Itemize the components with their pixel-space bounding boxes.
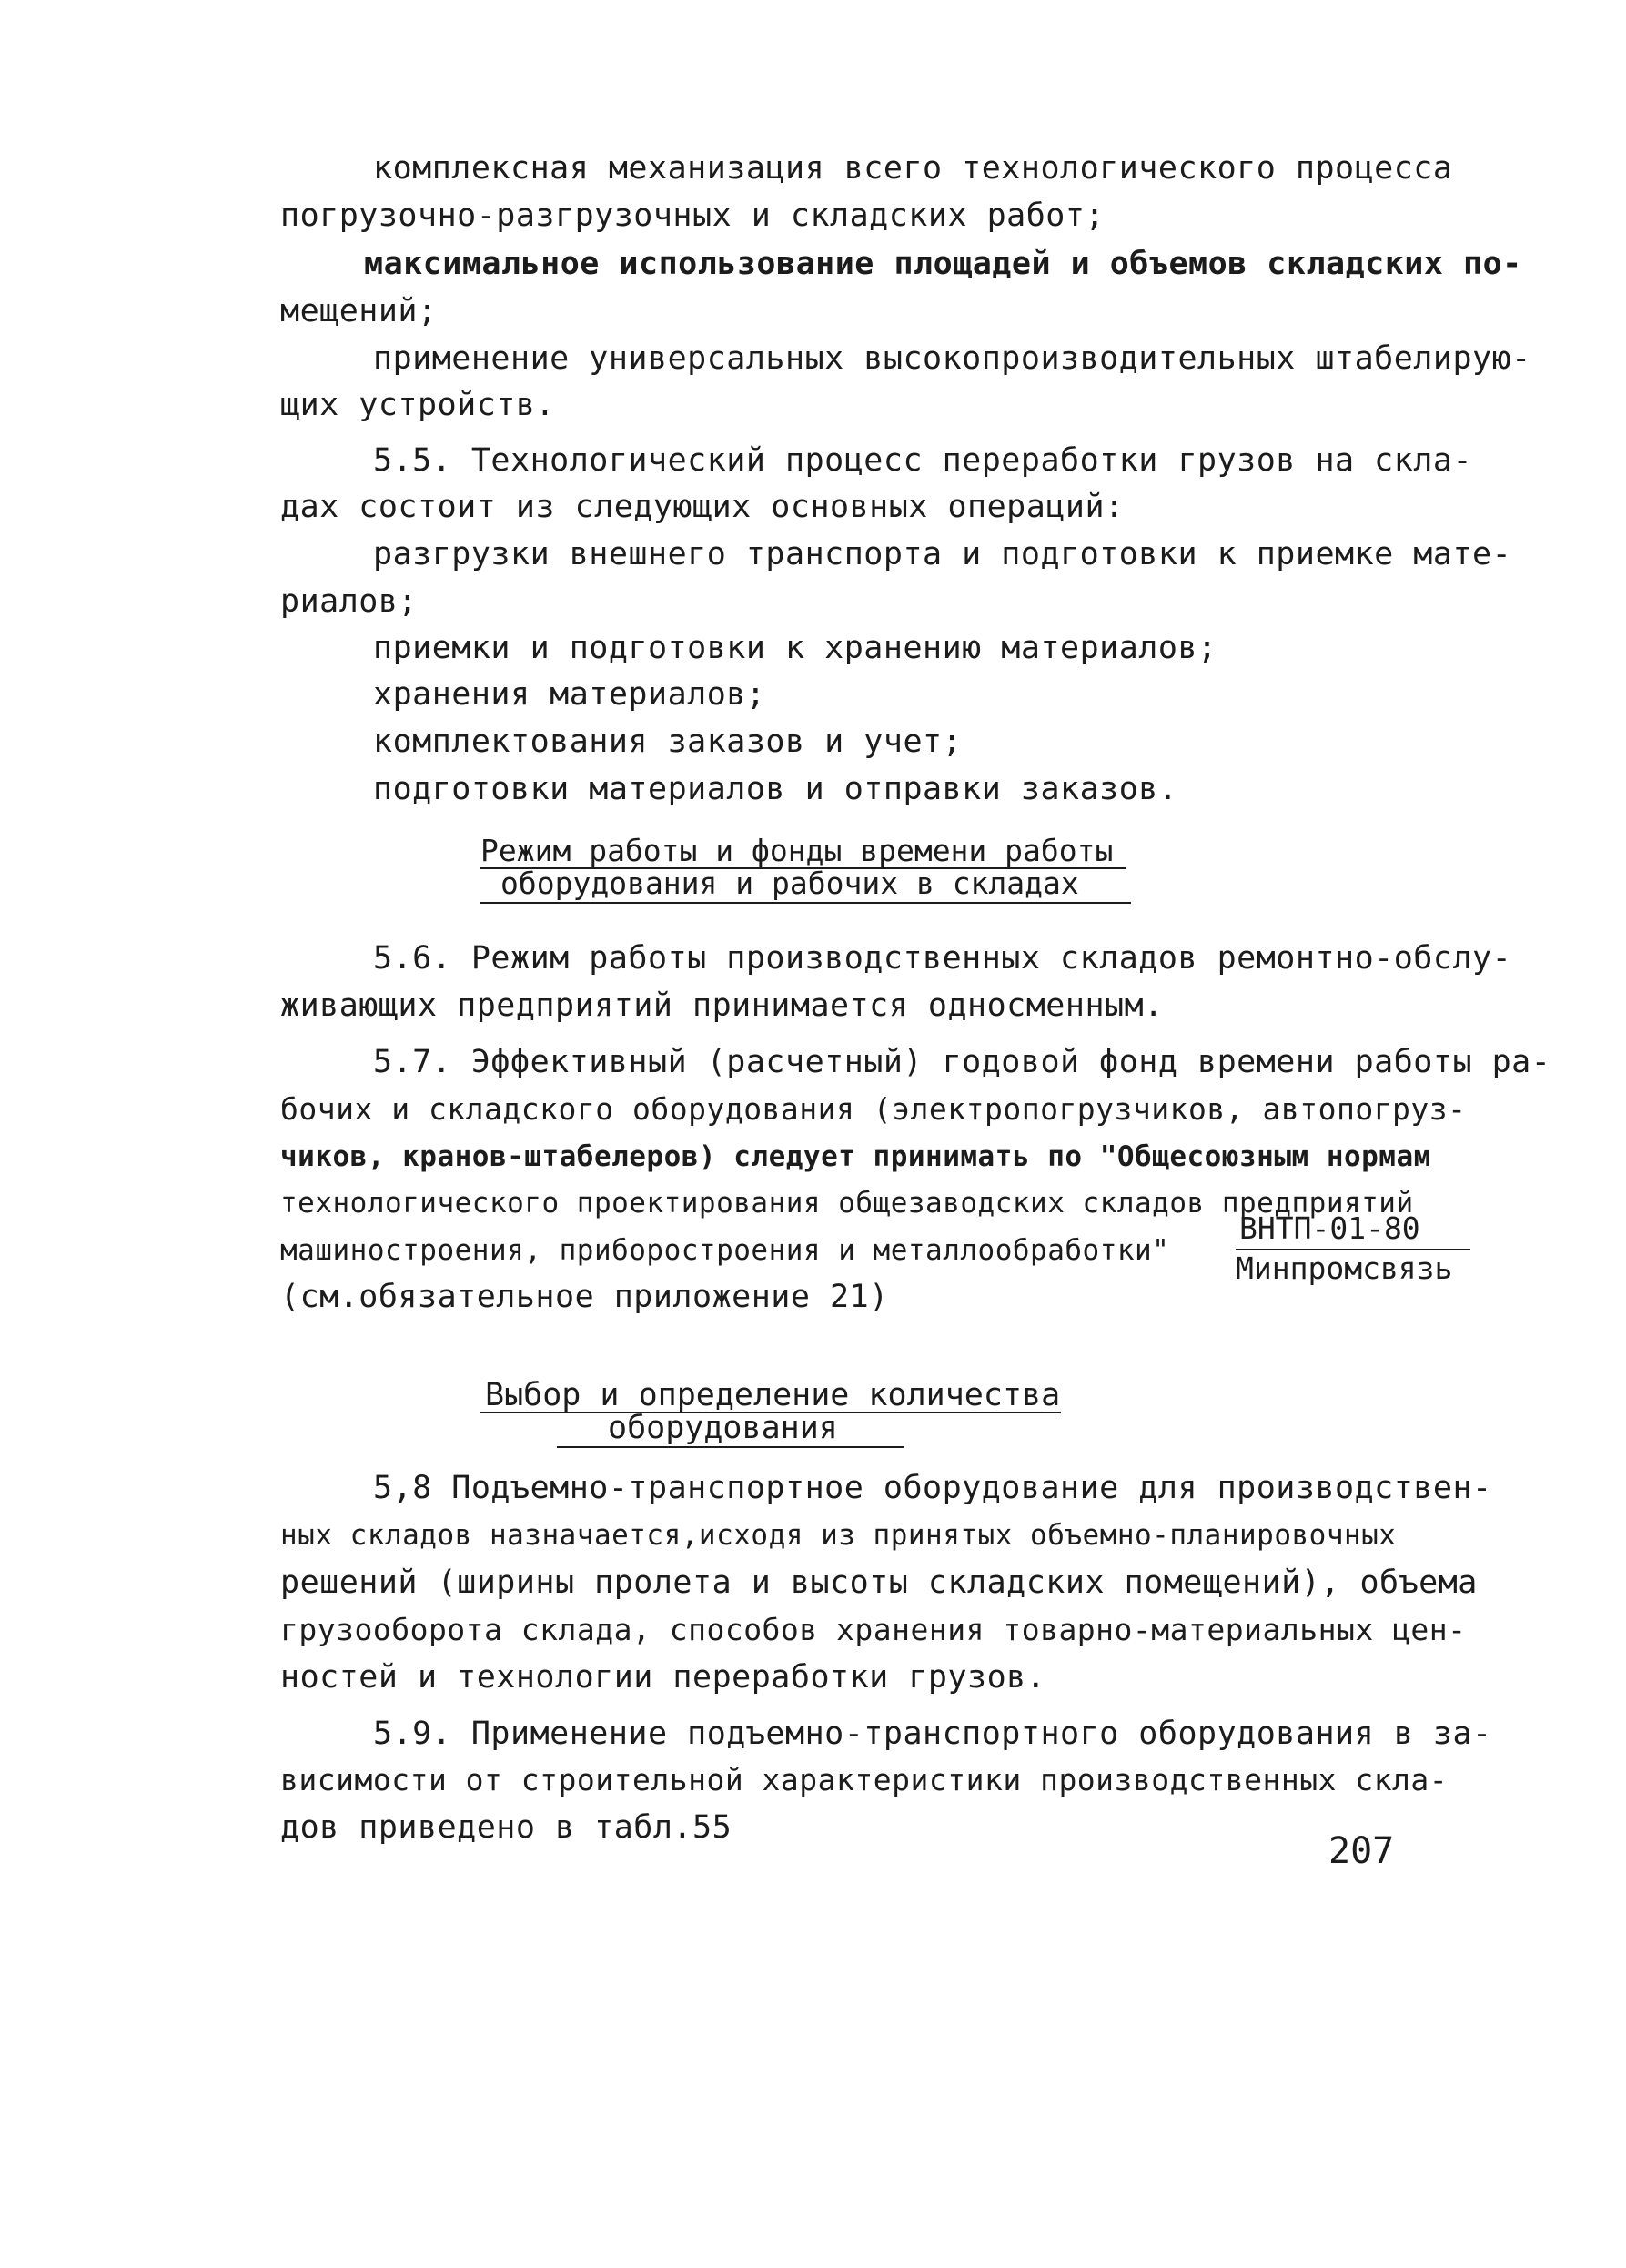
text-line: технологического проектирования общезаводских складов предприятий: [280, 1187, 1414, 1220]
text-line: дах состоит из следующих основных операций:: [280, 489, 1125, 525]
heading-underline: [557, 1446, 904, 1448]
text-line: машиностроения, приборостроения и металлообработки": [280, 1234, 1170, 1267]
text-line: комплектования заказов и учет;: [373, 724, 963, 760]
text-line: 5.7. Эффективный (расчетный) годовой фонд времени работы ра-: [373, 1044, 1551, 1080]
text-line: решений (ширины пролета и высоты складских помещений), объема: [280, 1564, 1478, 1601]
text-line: ных складов назначается,исходя из принятых объемно-планировочных: [280, 1519, 1397, 1552]
text-line: чиков, кранов-штабелеров) следует принимать по "Общесоюзным нормам: [280, 1140, 1431, 1173]
text-line: применение универсальных высокопроизводительных штабелирую-: [373, 340, 1531, 377]
section-heading-line: оборудования и рабочих в складах: [500, 866, 1079, 901]
page-number: 207: [1328, 1830, 1395, 1872]
text-line: приемки и подготовки к хранению материалов;: [373, 630, 1217, 666]
text-line: комплексная механизация всего технологического процесса: [373, 150, 1453, 187]
document-ministry: Минпромсвязь: [1236, 1250, 1453, 1286]
text-line: риалов;: [280, 583, 419, 620]
text-line: живающих предприятий принимается односменным.: [280, 987, 1164, 1024]
text-line: ностей и технологии переработки грузов.: [280, 1659, 1046, 1696]
text-line: 5,8 Подъемно-транспортное оборудование для производствен-: [373, 1470, 1492, 1506]
text-line: максимальное использование площадей и объемов складских по-: [364, 246, 1522, 282]
text-line: (см.обязательное приложение 21): [280, 1279, 889, 1315]
text-line: разгрузки внешнего транспорта и подготовки к приемке мате-: [373, 536, 1512, 572]
section-heading-line: Режим работы и фонды времени работы: [480, 833, 1114, 868]
heading-underline: [480, 902, 1131, 904]
text-line: щих устройств.: [280, 387, 556, 423]
text-line: дов приведено в табл.55: [280, 1809, 732, 1846]
document-code: ВНТП-01-80: [1239, 1210, 1420, 1246]
text-line: 5.9. Применение подъемно-транспортного оборудования в за-: [373, 1716, 1492, 1752]
text-line: грузооборота склада, способов хранения товарно-материальных цен-: [280, 1612, 1467, 1647]
text-line: погрузочно-разгрузочных и складских работ;: [280, 197, 1106, 234]
section-heading-line: оборудования: [608, 1410, 838, 1446]
text-line: подготовки материалов и отправки заказов.: [373, 771, 1178, 807]
section-heading-line: Выбор и определение количества: [485, 1377, 1061, 1413]
text-line: бочих и складского оборудования (электропогрузчиков, автопогруз-: [280, 1091, 1467, 1127]
text-line: висимости от строительной характеристики производственных скла-: [280, 1762, 1449, 1797]
text-line: 5.6. Режим работы производственных складов ремонтно-обслу-: [373, 940, 1512, 977]
text-line: хранения материалов;: [373, 676, 766, 713]
text-line: 5.5. Технологический процесс переработки грузов на скла-: [373, 442, 1473, 479]
text-line: мещений;: [280, 293, 438, 329]
